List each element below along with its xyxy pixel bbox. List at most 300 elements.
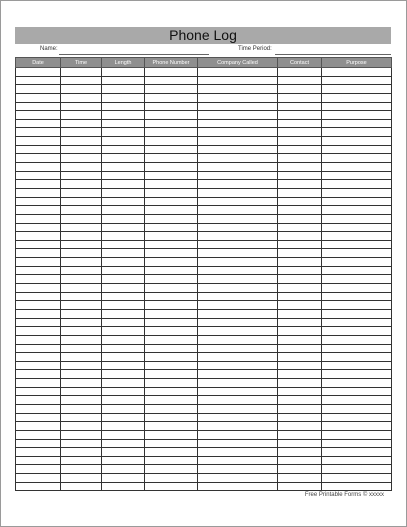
log-cell[interactable]: [61, 145, 102, 154]
log-cell[interactable]: [102, 474, 145, 483]
log-cell[interactable]: [16, 301, 61, 310]
log-cell[interactable]: [278, 284, 322, 293]
log-cell[interactable]: [16, 145, 61, 154]
log-cell[interactable]: [16, 249, 61, 258]
log-cell[interactable]: [61, 370, 102, 379]
log-cell[interactable]: [61, 482, 102, 491]
log-cell[interactable]: [102, 284, 145, 293]
log-cell[interactable]: [61, 309, 102, 318]
log-cell[interactable]: [278, 309, 322, 318]
log-cell[interactable]: [322, 68, 392, 77]
log-cell[interactable]: [16, 482, 61, 491]
log-cell[interactable]: [61, 361, 102, 370]
log-cell[interactable]: [16, 76, 61, 85]
log-cell[interactable]: [16, 102, 61, 111]
log-cell[interactable]: [278, 474, 322, 483]
log-cell[interactable]: [61, 318, 102, 327]
log-cell[interactable]: [61, 327, 102, 336]
log-cell[interactable]: [322, 292, 392, 301]
log-cell[interactable]: [16, 465, 61, 474]
log-cell[interactable]: [278, 76, 322, 85]
log-cell[interactable]: [145, 422, 198, 431]
log-cell[interactable]: [145, 413, 198, 422]
log-cell[interactable]: [322, 439, 392, 448]
log-cell[interactable]: [16, 448, 61, 457]
log-cell[interactable]: [102, 76, 145, 85]
log-cell[interactable]: [16, 258, 61, 267]
log-cell[interactable]: [198, 318, 278, 327]
log-cell[interactable]: [61, 430, 102, 439]
log-cell[interactable]: [102, 430, 145, 439]
log-cell[interactable]: [102, 68, 145, 77]
log-cell[interactable]: [145, 223, 198, 232]
log-cell[interactable]: [16, 68, 61, 77]
log-cell[interactable]: [102, 171, 145, 180]
log-cell[interactable]: [322, 119, 392, 128]
log-cell[interactable]: [102, 240, 145, 249]
log-cell[interactable]: [102, 344, 145, 353]
log-cell[interactable]: [322, 102, 392, 111]
log-cell[interactable]: [102, 223, 145, 232]
log-cell[interactable]: [102, 448, 145, 457]
log-cell[interactable]: [322, 318, 392, 327]
log-cell[interactable]: [278, 370, 322, 379]
log-cell[interactable]: [102, 456, 145, 465]
log-cell[interactable]: [145, 171, 198, 180]
log-cell[interactable]: [102, 327, 145, 336]
log-cell[interactable]: [198, 119, 278, 128]
log-cell[interactable]: [102, 206, 145, 215]
log-cell[interactable]: [198, 284, 278, 293]
log-cell[interactable]: [16, 292, 61, 301]
log-cell[interactable]: [16, 474, 61, 483]
log-cell[interactable]: [145, 119, 198, 128]
log-cell[interactable]: [278, 335, 322, 344]
log-cell[interactable]: [16, 180, 61, 189]
log-cell[interactable]: [278, 223, 322, 232]
log-cell[interactable]: [145, 318, 198, 327]
log-cell[interactable]: [16, 439, 61, 448]
log-cell[interactable]: [145, 465, 198, 474]
log-cell[interactable]: [16, 396, 61, 405]
log-cell[interactable]: [322, 128, 392, 137]
log-cell[interactable]: [198, 206, 278, 215]
log-cell[interactable]: [145, 214, 198, 223]
log-cell[interactable]: [278, 163, 322, 172]
log-cell[interactable]: [16, 188, 61, 197]
log-cell[interactable]: [278, 249, 322, 258]
log-cell[interactable]: [102, 275, 145, 284]
log-cell[interactable]: [278, 119, 322, 128]
log-cell[interactable]: [278, 145, 322, 154]
log-cell[interactable]: [145, 180, 198, 189]
log-cell[interactable]: [61, 249, 102, 258]
log-cell[interactable]: [322, 232, 392, 241]
log-cell[interactable]: [61, 292, 102, 301]
log-cell[interactable]: [102, 379, 145, 388]
log-cell[interactable]: [278, 413, 322, 422]
log-cell[interactable]: [322, 76, 392, 85]
log-cell[interactable]: [145, 102, 198, 111]
log-cell[interactable]: [16, 284, 61, 293]
log-cell[interactable]: [145, 335, 198, 344]
log-cell[interactable]: [322, 223, 392, 232]
log-cell[interactable]: [145, 266, 198, 275]
log-cell[interactable]: [102, 232, 145, 241]
log-cell[interactable]: [322, 85, 392, 94]
log-cell[interactable]: [198, 197, 278, 206]
log-cell[interactable]: [16, 197, 61, 206]
log-cell[interactable]: [145, 353, 198, 362]
log-cell[interactable]: [145, 188, 198, 197]
log-cell[interactable]: [198, 76, 278, 85]
log-cell[interactable]: [102, 188, 145, 197]
log-cell[interactable]: [198, 128, 278, 137]
log-cell[interactable]: [16, 111, 61, 120]
log-cell[interactable]: [102, 119, 145, 128]
log-cell[interactable]: [322, 240, 392, 249]
log-cell[interactable]: [278, 180, 322, 189]
log-cell[interactable]: [16, 413, 61, 422]
log-cell[interactable]: [198, 430, 278, 439]
log-cell[interactable]: [102, 111, 145, 120]
log-cell[interactable]: [102, 370, 145, 379]
log-cell[interactable]: [102, 422, 145, 431]
log-cell[interactable]: [61, 93, 102, 102]
log-cell[interactable]: [198, 85, 278, 94]
log-cell[interactable]: [145, 474, 198, 483]
log-cell[interactable]: [322, 111, 392, 120]
log-cell[interactable]: [145, 68, 198, 77]
log-cell[interactable]: [102, 318, 145, 327]
log-cell[interactable]: [278, 379, 322, 388]
log-cell[interactable]: [61, 353, 102, 362]
log-cell[interactable]: [198, 93, 278, 102]
log-cell[interactable]: [198, 465, 278, 474]
log-cell[interactable]: [145, 301, 198, 310]
log-cell[interactable]: [322, 206, 392, 215]
log-cell[interactable]: [102, 145, 145, 154]
log-cell[interactable]: [16, 456, 61, 465]
log-cell[interactable]: [145, 430, 198, 439]
log-cell[interactable]: [278, 68, 322, 77]
log-cell[interactable]: [278, 482, 322, 491]
log-cell[interactable]: [16, 275, 61, 284]
log-cell[interactable]: [198, 266, 278, 275]
log-cell[interactable]: [102, 439, 145, 448]
log-cell[interactable]: [102, 85, 145, 94]
log-cell[interactable]: [322, 379, 392, 388]
log-cell[interactable]: [16, 335, 61, 344]
log-cell[interactable]: [198, 456, 278, 465]
log-cell[interactable]: [61, 154, 102, 163]
log-cell[interactable]: [145, 145, 198, 154]
log-cell[interactable]: [278, 171, 322, 180]
log-cell[interactable]: [102, 102, 145, 111]
log-cell[interactable]: [145, 344, 198, 353]
log-cell[interactable]: [61, 387, 102, 396]
log-cell[interactable]: [102, 214, 145, 223]
log-cell[interactable]: [198, 361, 278, 370]
log-cell[interactable]: [145, 240, 198, 249]
log-cell[interactable]: [278, 85, 322, 94]
log-cell[interactable]: [322, 284, 392, 293]
log-cell[interactable]: [198, 240, 278, 249]
log-cell[interactable]: [102, 292, 145, 301]
log-cell[interactable]: [198, 422, 278, 431]
log-cell[interactable]: [102, 353, 145, 362]
log-cell[interactable]: [278, 318, 322, 327]
log-cell[interactable]: [145, 482, 198, 491]
log-cell[interactable]: [102, 482, 145, 491]
log-cell[interactable]: [198, 188, 278, 197]
log-cell[interactable]: [16, 223, 61, 232]
log-cell[interactable]: [322, 430, 392, 439]
log-cell[interactable]: [198, 163, 278, 172]
log-cell[interactable]: [278, 439, 322, 448]
log-cell[interactable]: [322, 137, 392, 146]
log-cell[interactable]: [278, 111, 322, 120]
log-cell[interactable]: [322, 465, 392, 474]
log-cell[interactable]: [198, 180, 278, 189]
log-cell[interactable]: [278, 214, 322, 223]
log-cell[interactable]: [61, 206, 102, 215]
log-cell[interactable]: [198, 439, 278, 448]
log-cell[interactable]: [61, 474, 102, 483]
log-cell[interactable]: [102, 387, 145, 396]
log-cell[interactable]: [102, 465, 145, 474]
log-cell[interactable]: [102, 258, 145, 267]
log-cell[interactable]: [16, 171, 61, 180]
log-cell[interactable]: [145, 137, 198, 146]
log-cell[interactable]: [198, 111, 278, 120]
log-cell[interactable]: [61, 240, 102, 249]
log-cell[interactable]: [322, 448, 392, 457]
log-cell[interactable]: [61, 180, 102, 189]
log-cell[interactable]: [322, 404, 392, 413]
log-cell[interactable]: [61, 188, 102, 197]
log-cell[interactable]: [322, 163, 392, 172]
log-cell[interactable]: [198, 387, 278, 396]
log-cell[interactable]: [198, 353, 278, 362]
log-cell[interactable]: [102, 249, 145, 258]
log-cell[interactable]: [61, 439, 102, 448]
log-cell[interactable]: [278, 404, 322, 413]
log-cell[interactable]: [198, 335, 278, 344]
log-cell[interactable]: [322, 214, 392, 223]
log-cell[interactable]: [61, 266, 102, 275]
log-cell[interactable]: [16, 214, 61, 223]
log-cell[interactable]: [61, 284, 102, 293]
log-cell[interactable]: [16, 206, 61, 215]
log-cell[interactable]: [322, 413, 392, 422]
log-cell[interactable]: [145, 404, 198, 413]
log-cell[interactable]: [322, 327, 392, 336]
log-cell[interactable]: [198, 301, 278, 310]
log-cell[interactable]: [278, 240, 322, 249]
log-cell[interactable]: [278, 448, 322, 457]
log-cell[interactable]: [145, 85, 198, 94]
log-cell[interactable]: [278, 456, 322, 465]
log-cell[interactable]: [16, 128, 61, 137]
log-cell[interactable]: [322, 145, 392, 154]
log-cell[interactable]: [322, 353, 392, 362]
log-cell[interactable]: [61, 396, 102, 405]
log-cell[interactable]: [198, 413, 278, 422]
log-cell[interactable]: [61, 119, 102, 128]
log-cell[interactable]: [16, 361, 61, 370]
log-cell[interactable]: [16, 318, 61, 327]
log-cell[interactable]: [322, 335, 392, 344]
log-cell[interactable]: [145, 379, 198, 388]
log-cell[interactable]: [145, 163, 198, 172]
log-cell[interactable]: [145, 275, 198, 284]
log-cell[interactable]: [278, 396, 322, 405]
log-cell[interactable]: [322, 361, 392, 370]
log-cell[interactable]: [322, 422, 392, 431]
log-cell[interactable]: [322, 456, 392, 465]
log-cell[interactable]: [278, 344, 322, 353]
log-cell[interactable]: [278, 232, 322, 241]
time-period-field-line[interactable]: [275, 54, 391, 55]
log-cell[interactable]: [322, 370, 392, 379]
log-cell[interactable]: [61, 85, 102, 94]
log-cell[interactable]: [198, 370, 278, 379]
log-cell[interactable]: [278, 275, 322, 284]
log-cell[interactable]: [278, 430, 322, 439]
log-cell[interactable]: [102, 361, 145, 370]
log-cell[interactable]: [198, 145, 278, 154]
log-cell[interactable]: [278, 128, 322, 137]
log-cell[interactable]: [322, 387, 392, 396]
log-cell[interactable]: [198, 448, 278, 457]
log-cell[interactable]: [145, 361, 198, 370]
log-cell[interactable]: [102, 335, 145, 344]
log-cell[interactable]: [198, 171, 278, 180]
log-cell[interactable]: [61, 413, 102, 422]
log-cell[interactable]: [278, 258, 322, 267]
log-cell[interactable]: [198, 68, 278, 77]
log-cell[interactable]: [145, 292, 198, 301]
log-cell[interactable]: [102, 163, 145, 172]
log-cell[interactable]: [322, 93, 392, 102]
log-cell[interactable]: [145, 154, 198, 163]
log-cell[interactable]: [16, 137, 61, 146]
log-cell[interactable]: [145, 370, 198, 379]
log-cell[interactable]: [61, 137, 102, 146]
log-cell[interactable]: [322, 275, 392, 284]
log-cell[interactable]: [322, 301, 392, 310]
log-cell[interactable]: [145, 327, 198, 336]
log-cell[interactable]: [16, 240, 61, 249]
log-cell[interactable]: [145, 309, 198, 318]
log-cell[interactable]: [145, 396, 198, 405]
log-cell[interactable]: [16, 163, 61, 172]
log-cell[interactable]: [198, 249, 278, 258]
log-cell[interactable]: [145, 232, 198, 241]
log-cell[interactable]: [198, 154, 278, 163]
log-cell[interactable]: [61, 214, 102, 223]
log-cell[interactable]: [61, 258, 102, 267]
name-field-line[interactable]: [59, 54, 209, 55]
log-cell[interactable]: [145, 456, 198, 465]
log-cell[interactable]: [61, 232, 102, 241]
log-cell[interactable]: [322, 482, 392, 491]
log-cell[interactable]: [102, 413, 145, 422]
log-cell[interactable]: [145, 128, 198, 137]
log-cell[interactable]: [102, 137, 145, 146]
log-cell[interactable]: [322, 197, 392, 206]
log-cell[interactable]: [278, 361, 322, 370]
log-cell[interactable]: [322, 154, 392, 163]
log-cell[interactable]: [322, 344, 392, 353]
log-cell[interactable]: [16, 404, 61, 413]
log-cell[interactable]: [198, 214, 278, 223]
log-cell[interactable]: [322, 266, 392, 275]
log-cell[interactable]: [145, 448, 198, 457]
log-cell[interactable]: [322, 309, 392, 318]
log-cell[interactable]: [198, 379, 278, 388]
log-cell[interactable]: [278, 387, 322, 396]
log-cell[interactable]: [16, 370, 61, 379]
log-cell[interactable]: [61, 335, 102, 344]
log-cell[interactable]: [61, 275, 102, 284]
log-cell[interactable]: [61, 68, 102, 77]
log-cell[interactable]: [61, 128, 102, 137]
log-cell[interactable]: [198, 309, 278, 318]
log-cell[interactable]: [16, 327, 61, 336]
log-cell[interactable]: [61, 171, 102, 180]
log-cell[interactable]: [145, 284, 198, 293]
log-cell[interactable]: [145, 249, 198, 258]
log-cell[interactable]: [145, 76, 198, 85]
log-cell[interactable]: [145, 93, 198, 102]
log-cell[interactable]: [278, 422, 322, 431]
log-cell[interactable]: [198, 223, 278, 232]
log-cell[interactable]: [198, 102, 278, 111]
log-cell[interactable]: [61, 344, 102, 353]
log-cell[interactable]: [102, 309, 145, 318]
log-cell[interactable]: [322, 171, 392, 180]
log-cell[interactable]: [145, 387, 198, 396]
log-cell[interactable]: [61, 197, 102, 206]
log-cell[interactable]: [322, 474, 392, 483]
log-cell[interactable]: [102, 396, 145, 405]
log-cell[interactable]: [16, 93, 61, 102]
log-cell[interactable]: [102, 266, 145, 275]
log-cell[interactable]: [198, 258, 278, 267]
log-cell[interactable]: [61, 111, 102, 120]
log-cell[interactable]: [198, 137, 278, 146]
log-cell[interactable]: [61, 379, 102, 388]
log-cell[interactable]: [61, 76, 102, 85]
log-cell[interactable]: [198, 232, 278, 241]
log-cell[interactable]: [102, 404, 145, 413]
log-cell[interactable]: [198, 482, 278, 491]
log-cell[interactable]: [145, 258, 198, 267]
log-cell[interactable]: [102, 197, 145, 206]
log-cell[interactable]: [198, 327, 278, 336]
log-cell[interactable]: [61, 163, 102, 172]
log-cell[interactable]: [61, 422, 102, 431]
log-cell[interactable]: [16, 309, 61, 318]
log-cell[interactable]: [322, 188, 392, 197]
log-cell[interactable]: [322, 180, 392, 189]
log-cell[interactable]: [278, 188, 322, 197]
log-cell[interactable]: [278, 93, 322, 102]
log-cell[interactable]: [102, 93, 145, 102]
log-cell[interactable]: [61, 301, 102, 310]
